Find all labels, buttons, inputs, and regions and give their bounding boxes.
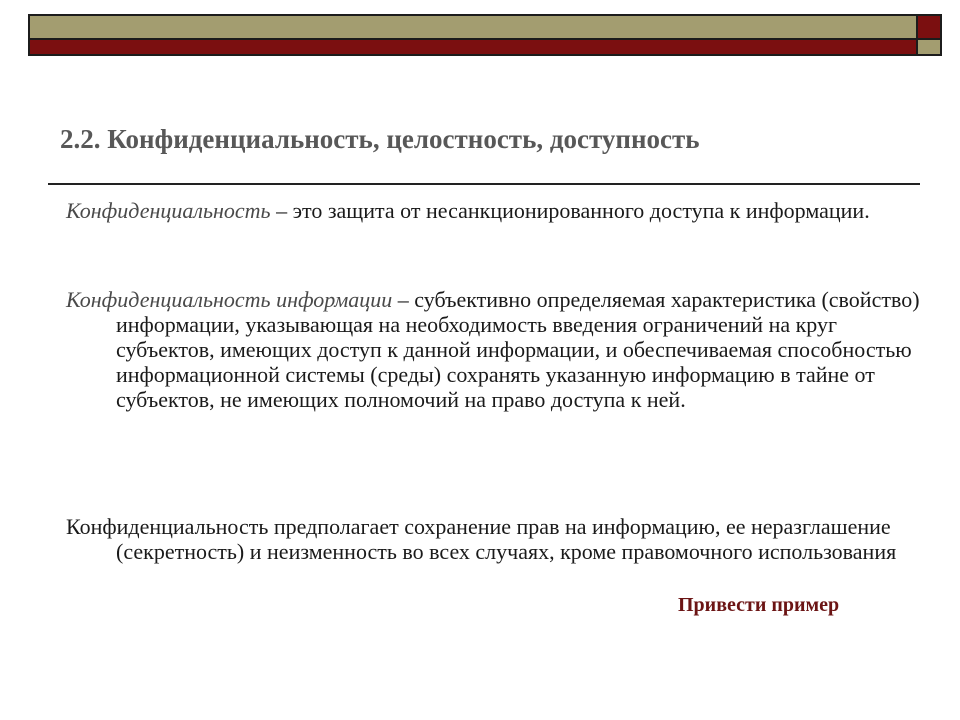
definition-information-confidentiality xyxy=(66,287,936,412)
header-decoration xyxy=(28,14,942,56)
confidentiality-implication: Конфиденциальность предполагает сохранение прав на информацию, ее неразглашение (секретность) и неизменность во всех случаях, кроме правомочного использования xyxy=(66,514,897,564)
definition-text: – это защита от несанкционированного доступа к информации. xyxy=(270,198,870,223)
definition-term: Конфиденциальность информации xyxy=(66,287,393,312)
definition-text: – субъективно определяемая характеристика (свойство) информации, указывающая на необходимость введения ограничений на круг субъектов, имеющих доступ к данной информации, и обеспечиваемая способностью информационной системы (среды) сохранять указанную информацию в тайне от субъектов, не имеющих полномочий на право доступа к ней. xyxy=(116,287,920,412)
give-example-note: Привести пример xyxy=(678,594,840,616)
title-divider xyxy=(48,183,920,185)
header-maroon-stripe xyxy=(30,40,916,54)
header-maroon-square xyxy=(918,16,940,38)
header-olive-stripe xyxy=(30,16,916,38)
header-olive-square xyxy=(918,40,940,54)
slide-title: 2.2. Конфиденциальность, целостность, доступность xyxy=(60,124,700,154)
definition-confidentiality xyxy=(66,198,936,223)
definition-term: Конфиденциальность xyxy=(66,198,271,223)
